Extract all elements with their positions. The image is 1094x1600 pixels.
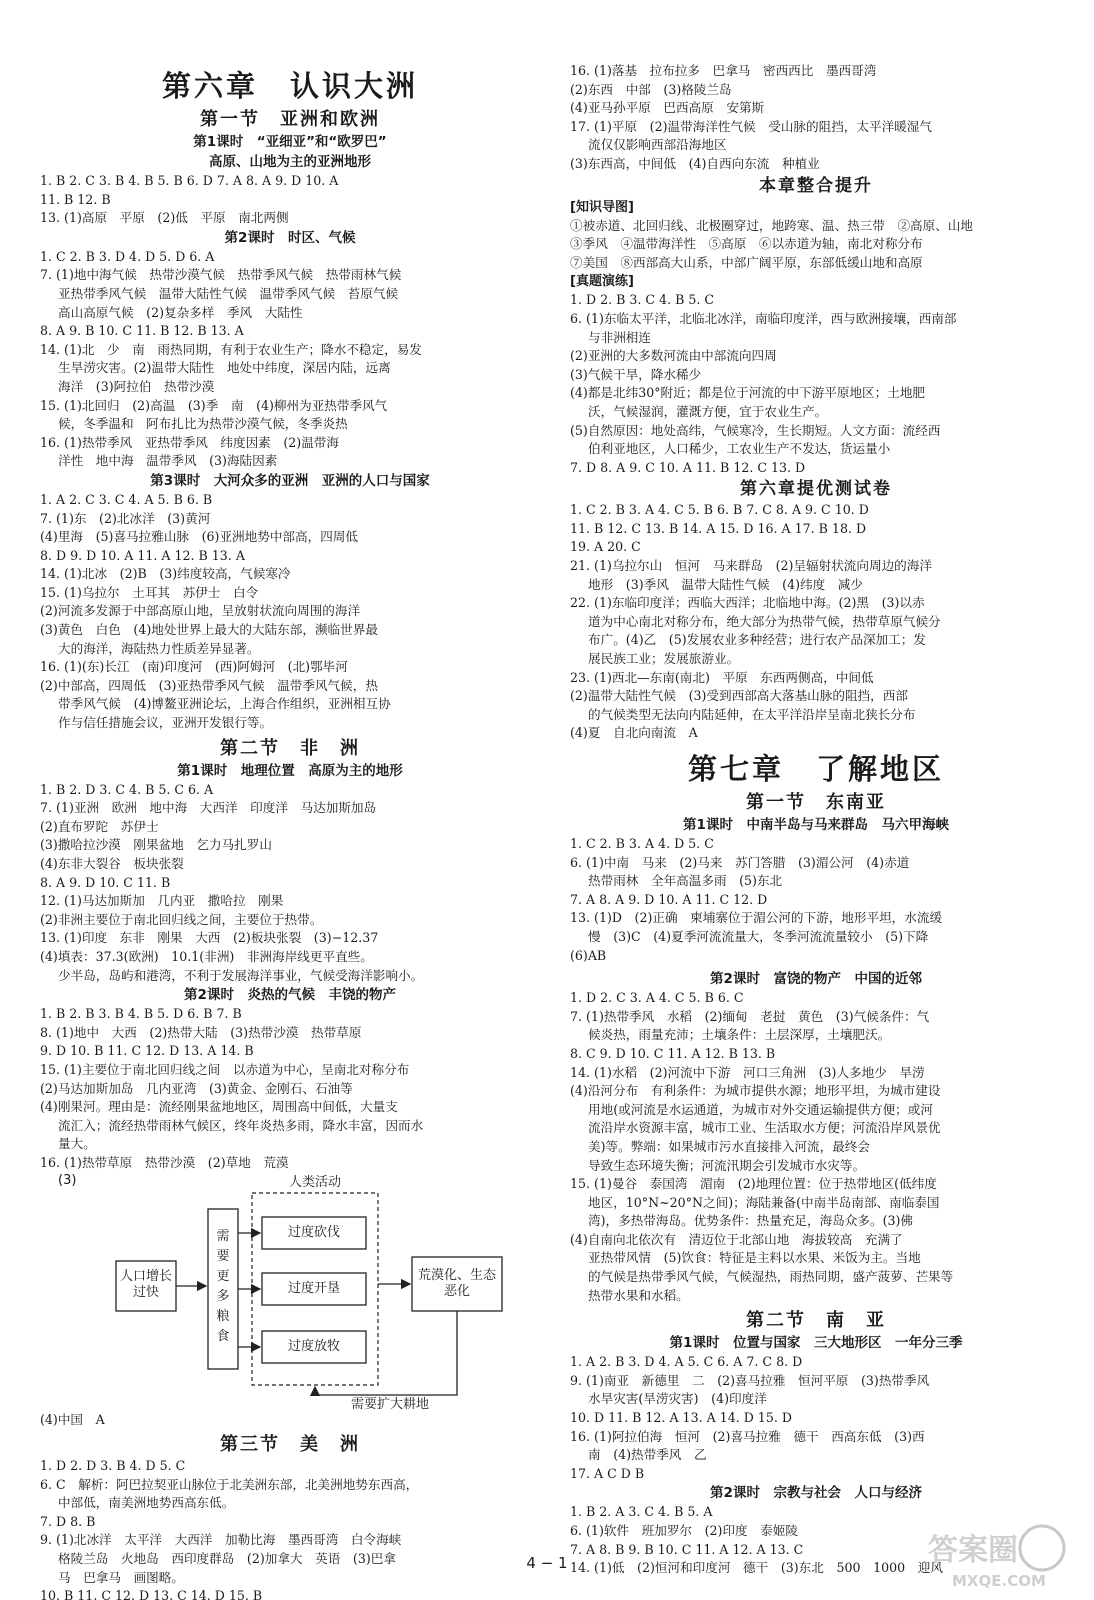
answer-line: (2)东西 中部 (3)格陵兰岛 [570, 81, 732, 97]
answer-block [40, 248, 540, 471]
answer-line: 14. (1)低 (2)恒河和印度河 德干 (3)东北 500 1000 迎风 [570, 1560, 943, 1576]
answer-line: 6. (1)软件 班加罗尔 (2)印度 泰姬陵 [570, 1523, 799, 1538]
answer-line: 16. (1)(东)长江 (南)印度河 (西)阿姆河 (北)鄂毕河 [40, 659, 348, 675]
answer-line: 带季风气候 (4)博鳌亚洲论坛，上海合作组织，亚洲相互协 [58, 696, 391, 712]
overcut-label: 过度砍伐 [287, 1224, 340, 1240]
answer-line: (4)填表：37.3(欧洲) 10.1(非洲) 非洲海岸线更平直些。 [40, 948, 373, 964]
result-label: 荒漠化、生态恶化 [418, 1267, 497, 1299]
answer-line: 6. (1)东临太平洋，北临北冰洋，南临印度洋，西与欧洲接壤，西南部 [570, 310, 957, 326]
answer-line: 海洋 (3)阿拉伯 热带沙漠 [58, 378, 215, 394]
lesson-title: 第1课时 位置与国家 三大地形区 一年分三季 [669, 1335, 963, 1352]
answer-line: (2)马达加斯加岛 几内亚湾 (3)黄金、金刚石、石油等 [40, 1080, 353, 1096]
answer-line: 1. B 2. D 3. C 4. B 5. C 6. A [40, 781, 214, 797]
answer-line: 道为中心南北对称分布，绝大部分为热带气候，热带草原气候分 [588, 613, 941, 629]
answer-line: 量大。 [58, 1136, 96, 1152]
answer-line: 中部低，南美洲地势西高东低。 [58, 1495, 235, 1511]
answer-line: 伯利亚地区，人口稀少，工农业生产不发达，货运量小 [588, 441, 891, 457]
answer-line: 10. D 11. B 12. A 13. A 14. D 15. D [570, 1410, 792, 1426]
answer-line: 布广。(4)乙 (5)发展农业多种经营；进行农产品深加工；发 [588, 632, 926, 648]
answer-line: 热带雨林 全年高温多雨 (5)东北 [588, 873, 783, 889]
answer-line: (3)撒哈拉沙漠 刚果盆地 乞力马扎罗山 [40, 837, 272, 853]
population-label: 人口增长过快 [120, 1268, 173, 1300]
answer-line: 14. (1)北冰 (2)B (3)纬度较高，气候寒冷 [40, 566, 291, 582]
answer-line: (3)东西高，中间低 (4)自西向东流 种植业 [570, 155, 820, 171]
answer-block [570, 501, 1062, 743]
answer-line: 美)等。弊端：如果城市污水直接排入河流，最终会 [588, 1138, 870, 1154]
answer-line: (5)自然原因：地处高纬，气候寒冷，生长期短。人文方面：流经西 [570, 422, 941, 438]
answer-line: 1. A 2. C 3. C 4. A 5. B 6. B [40, 491, 213, 507]
answer-line: 9. (1)北冰洋 太平洋 大西洋 加勒比海 墨西哥湾 白令海峡 [40, 1532, 402, 1548]
answer-line: 1. C 2. B 3. A 4. C 5. B 6. B 7. C 8. A 9. C 10. D [570, 502, 869, 518]
answer-line: 流沿岸水资源丰富，城市工业、生活取水方便；河流沿岸风景优 [588, 1120, 941, 1136]
section-south-asia-title: 第二节 南 亚 [746, 1310, 886, 1332]
answer-line: 8. D 9. D 10. A 11. A 12. B 13. A [40, 547, 245, 563]
answer-line: 16. (1)落基 拉布拉多 巴拿马 密西西比 墨西哥湾 [570, 63, 877, 78]
exam-practice-tag: [真题演练] [570, 274, 634, 290]
answer-line: 地形 (3)季风 温带大陆性气候 (4)纬度 减少 [588, 576, 863, 592]
lesson-title: 第3课时 大河众多的亚洲 亚洲的人口与国家 [150, 472, 430, 489]
answer-line: 14. (1)北 少 南 雨热同期，有利于农业生产；降水不稳定，易发 [40, 341, 422, 357]
human-activity-label: 人类活动 [288, 1174, 341, 1190]
answer-line: 7. A 8. B 9. B 10. C 11. A 12. A 13. C [570, 1541, 804, 1557]
answer-block [570, 217, 1062, 273]
answer-line: 12. (1)马达加斯加 几内亚 撒哈拉 刚果 [40, 893, 284, 909]
answer-line: 22. (1)东临印度洋；西临大西洋；北临地中海。(2)黑 (3)以赤 [570, 595, 925, 611]
answer-line: 10. B 11. C 12. D 13. C 14. D 15. B [40, 1588, 263, 1600]
watermark-url: MXQE.COM [952, 1572, 1046, 1590]
answer-line: 热带水果和水稻。 [588, 1287, 689, 1303]
answer-line: 13. (1)D (2)正确 柬埔寨位于湄公河的下游，地形平坦，水流缓 [570, 910, 943, 926]
answer-line: (4)中国 A [40, 1411, 105, 1427]
lesson-title: 第1课时 “亚细亚”和“欧罗巴” [193, 134, 387, 150]
answer-block [40, 1005, 540, 1172]
answer-line: 1. B 2. A 3. C 4. B 5. A [570, 1504, 713, 1520]
answer-line: (4)夏 自北向南流 A [570, 725, 698, 741]
section-america-title: 第三节 美 洲 [220, 1434, 360, 1456]
left-column [40, 60, 540, 1600]
lesson-title: 第1课时 地理位置 高原为主的地形 [177, 762, 403, 779]
answer-block [40, 172, 540, 228]
answer-line: 7. A 8. A 9. D 10. A 11. C 12. D [570, 891, 768, 907]
answer-line: 9. (1)南亚 新德里 二 (2)喜马拉雅 恒河平原 (3)热带季风 [570, 1372, 930, 1388]
answer-line: (2)河流多发源于中部高原山地，呈放射状流向周围的海洋 [40, 603, 361, 619]
more-food-label: 需要更多粮食 [216, 1228, 230, 1344]
answer-line: (2)中部高，四周低 (3)亚热带季风气候 温带季风气候，热 [40, 677, 378, 693]
answer-line: 生旱涝灾害。(2)温带大陆性 地处中纬度，深居内陆，远离 [58, 360, 391, 376]
answer-line: 16. (1)热带季风 亚热带季风 纬度因素 (2)温带海 [40, 434, 339, 450]
answer-line: (2)温带大陆性气候 (3)受到西部高大落基山脉的阻挡，西部 [570, 688, 908, 704]
answer-line: 水旱灾害(旱涝灾害) (4)印度洋 [588, 1391, 767, 1407]
answer-line: 17. (1)平原 (2)温带海洋性气候 受山脉的阻挡，太平洋暖湿气 [570, 118, 932, 134]
answer-line: 8. A 9. B 10. C 11. B 12. B 13. A [40, 323, 244, 339]
overfarm-label: 过度开垦 [287, 1280, 340, 1296]
lesson-title: 第2课时 富饶的物产 中国的近邻 [710, 971, 922, 988]
answer-line: 1. B 2. B 3. B 4. B 5. D 6. B 7. B [40, 1006, 242, 1022]
answer-line: (4)亚马孙平原 巴西高原 安第斯 [570, 100, 765, 116]
answer-line: (3)气候干旱，降水稀少 [570, 366, 702, 382]
answer-line: 14. (1)水稻 (2)河流中下游 河口三角洲 (3)人多地少 旱涝 [570, 1064, 925, 1080]
answer-line: (3)黄色 白色 (4)地处世界上最大的大陆东部，濒临世界最 [40, 622, 378, 638]
answer-line: 的气候是热带季风气候，气候湿热，雨热同期，盛产菠萝、芒果等 [588, 1269, 954, 1285]
watermark-logo [924, 1520, 1074, 1592]
human-activity-flow-diagram [40, 1172, 540, 1412]
lesson-title: 第2课时 宗教与社会 人口与经济 [710, 1485, 922, 1502]
answer-line: 用地(或河流是水运通道，为城市对外交通运输提供方便；或河 [588, 1101, 933, 1117]
answer-line: 1. B 2. C 3. B 4. B 5. B 6. D 7. A 8. A 9. D 10. A [40, 173, 339, 188]
answer-line: 17. A C D B [570, 1465, 645, 1481]
answer-line: (4)自南向北依次有 清迈位于北部山地 海拔较高 充满了 [570, 1231, 903, 1247]
answer-line: 湾)，多热带海岛。优势条件：热量充足，海岛众多。(3)佛 [588, 1213, 914, 1229]
answer-line: (4)东非大裂谷 板块张裂 [40, 856, 184, 871]
answer-block [570, 989, 1062, 1305]
answer-block [570, 1353, 1062, 1483]
answer-line: 7. (1)地中海气候 热带沙漠气候 热带季风气候 热带雨林气候 [40, 267, 402, 283]
answer-line: (4)里海 (5)喜马拉雅山脉 (6)亚洲地势中部高，四周低 [40, 529, 358, 545]
lesson-title: 第2课时 时区、气候 [224, 229, 356, 246]
chapter-6-title: 第六章 认识大洲 [161, 69, 418, 103]
answer-line: 流仅仅影响西部沿海地区 [588, 137, 727, 153]
answer-line: 21. (1)乌拉尔山 恒河 马来群岛 (2)呈辐射状流向周边的海洋 [570, 558, 932, 574]
answer-line: 15. (1)曼谷 泰国湾 湄南 (2)地理位置：位于热带地区(低纬度 [570, 1176, 937, 1192]
flow-question-label: (3) [58, 1172, 77, 1188]
answer-line: 1. D 2. C 3. A 4. C 5. B 6. C [570, 990, 744, 1006]
answer-line: 少半岛，岛屿和港湾，不利于发展海洋事业，气候受海洋影响小。 [58, 967, 424, 983]
answer-line: 高山高原气候 (2)复杂多样 季风 大陆性 [58, 304, 303, 320]
lesson-title: 第2课时 炎热的气候 丰饶的物产 [184, 987, 396, 1004]
answer-block [570, 835, 1062, 965]
answer-line: 13. (1)印度 东非 刚果 大西 (2)板块张裂 (3)−12.37 [40, 930, 379, 946]
answer-line: 亚热带风情 (5)饮食：特征是主料以水果、米饭为主。当地 [588, 1250, 921, 1266]
answer-line: 1. D 2. B 3. C 4. B 5. C [570, 292, 714, 308]
answer-line: 7. (1)东 (2)北冰洋 (3)黄河 [40, 510, 211, 526]
answer-line: 候，冬季温和 阿布扎比为热带沙漠气候，冬季炎热 [58, 416, 348, 432]
overgraze-label: 过度放牧 [287, 1338, 340, 1354]
answer-line: 洋性 地中海 温带季风 (3)海陆因素 [58, 453, 278, 469]
answer-line: 7. D 8. B [40, 1513, 96, 1529]
answer-block [570, 291, 1062, 477]
answer-line: (4)沿河分布 有利条件：为城市提供水源；地形平坦，为城市建设 [570, 1083, 941, 1099]
chapter-7-title: 第七章 了解地区 [687, 752, 944, 786]
answer-line: 16. (1)热带草原 热带沙漠 (2)草地 荒漠 [40, 1154, 289, 1170]
answer-line: 8. (1)地中 大西 (2)热带大陆 (3)热带沙漠 热带草原 [40, 1024, 362, 1040]
knowledge-map-tag: [知识导图] [570, 199, 634, 215]
answer-line: 马 巴拿马 画图略。 [58, 1569, 184, 1585]
answer-line: 8. A 9. D 10. C 11. B [40, 874, 171, 890]
answer-line: 7. D 8. A 9. C 10. A 11. B 12. C 13. D [570, 459, 806, 475]
answer-line: (2)亚洲的大多数河流由中部流向四周 [570, 348, 777, 364]
answer-line: 15. (1)北回归 (2)高温 (3)季 南 (4)柳州为亚热带季风气 [40, 397, 388, 413]
answer-line: 展民族工业；发展旅游业。 [588, 651, 740, 667]
answer-line: (6)AB [570, 947, 607, 963]
chapter-test-title: 第六章提优测试卷 [740, 479, 892, 500]
watermark-text: 答案圈 [928, 1533, 1018, 1568]
answer-block [40, 1457, 540, 1600]
lesson-title: 第1课时 中南半岛与马来群岛 马六甲海峡 [683, 817, 949, 833]
answer-line: 南 (4)热带季风 乙 [588, 1447, 707, 1463]
answer-block [40, 491, 540, 733]
answer-line: 沃，气候湿润，灌溉方便，宜于农业生产。 [588, 403, 828, 419]
answer-line: 的气候类型无法向内陆延伸，在太平洋沿岸呈南北狭长分布 [588, 706, 916, 722]
section-southeast-asia-title: 第一节 东南亚 [746, 792, 886, 813]
answer-line: 15. (1)主要位于南北回归线之间 以赤道为中心，呈南北对称分布 [40, 1061, 410, 1077]
answer-line: (2)非洲主要位于南北回归线之间，主要位于热带。 [40, 911, 323, 927]
section-africa-title: 第二节 非 洲 [220, 737, 360, 759]
answer-line: ③季风 ④温带海洋性 ⑤高原 ⑥以赤道为轴，南北对称分布 [570, 236, 923, 252]
page-number: 4 − 1 [526, 1554, 568, 1572]
answer-line: 11. B 12. B [40, 191, 111, 207]
answer-line: 23. (1)西北—东南(南北) 平原 东西两侧高，中间低 [570, 669, 874, 685]
answer-line: 1. C 2. B 3. A 4. D 5. C [570, 836, 714, 851]
answer-line: 候炎热，雨量充沛；土壤条件：土层深厚，土壤肥沃。 [588, 1027, 891, 1043]
answer-line: 导致生态环境失衡；河流汛期会引发城市水灾等。 [588, 1157, 866, 1173]
answer-line: 格陵兰岛 火地岛 西印度群岛 (2)加拿大 英语 (3)巴拿 [58, 1551, 396, 1567]
answer-line: 6. C 解析：阿巴拉契亚山脉位于北美洲东部，北美洲地势东西高， [40, 1476, 419, 1492]
answer-line: 地区，10°N~20°N之间)；海陆兼备(中南半岛南部、南临泰国 [588, 1194, 940, 1210]
answer-line: 慢 (3)C (4)夏季河流流量大，冬季河流流量较小 (5)下降 [588, 928, 929, 944]
answer-block [40, 781, 540, 986]
answer-line: ①被赤道、北回归线、北极圈穿过，地跨寒、温、热三带 ②高原、山地 [570, 217, 973, 233]
answer-line: 7. (1)亚洲 欧洲 地中海 大西洋 印度洋 马达加斯加岛 [40, 800, 377, 816]
answer-line: ⑦美国 ⑧西部高大山系，中部广阔平原，东部低缓山地和高原 [570, 254, 923, 270]
answer-line: 亚热带季风气候 温带大陆性气候 温带季风气候 苔原气候 [58, 285, 399, 301]
answer-line: 8. C 9. D 10. C 11. A 12. B 13. B [570, 1045, 776, 1061]
answer-line: 13. (1)高原 平原 (2)低 平原 南北两侧 [40, 210, 289, 226]
answer-line: 流汇入；流经热带雨林气候区，终年炎热多雨，降水丰富，因而水 [58, 1117, 424, 1133]
answer-line: 15. (1)乌拉尔 土耳其 苏伊士 白令 [40, 584, 259, 600]
answer-line: 16. (1)阿拉伯海 恒河 (2)喜马拉雅 德干 西高东低 (3)西 [570, 1428, 925, 1444]
answer-line: (2)直布罗陀 苏伊士 [40, 818, 159, 834]
answer-line: 1. C 2. B 3. D 4. D 5. D 6. A [40, 248, 215, 264]
answer-line: (4)都是北纬30°附近；都是位于河流的中下游平原地区；土地肥 [570, 385, 926, 401]
answer-line: 大的海洋，海陆热力性质差异显著。 [58, 640, 260, 656]
answer-line: 1. A 2. B 3. D 4. A 5. C 6. A 7. C 8. D [570, 1354, 803, 1370]
answer-line: 1. D 2. D 3. B 4. D 5. C [40, 1458, 186, 1474]
answer-line: 7. (1)热带季风 水稻 (2)缅甸 老挝 黄色 (3)气候条件：气 [570, 1008, 930, 1024]
answer-block [570, 62, 1062, 174]
answer-line: 6. (1)中南 马来 (2)马来 苏门答腊 (3)湄公河 (4)赤道 [570, 854, 910, 870]
answer-line: 与非洲相连 [588, 329, 651, 345]
answer-line: 11. B 12. C 13. B 14. A 15. D 16. A 17. B 18. D [570, 520, 867, 536]
answer-line: (4)刚果河。理由是：流经刚果盆地地区，周围高中间低，大量支 [40, 1099, 398, 1115]
answer-line: 9. D 10. B 11. C 12. D 13. A 14. B [40, 1043, 254, 1059]
section-asia-europe-title: 第一节 亚洲和欧洲 [200, 109, 380, 130]
chapter-review-title: 本章整合提升 [759, 175, 873, 196]
feedback-label: 需要扩大耕地 [330, 1397, 450, 1413]
answer-line: 作与信任措施会议，亚洲开发银行等。 [58, 715, 273, 731]
right-column [570, 62, 1062, 1578]
answer-line: 19. A 20. C [570, 539, 641, 555]
lesson-title: 高原、山地为主的亚洲地形 [209, 154, 371, 170]
